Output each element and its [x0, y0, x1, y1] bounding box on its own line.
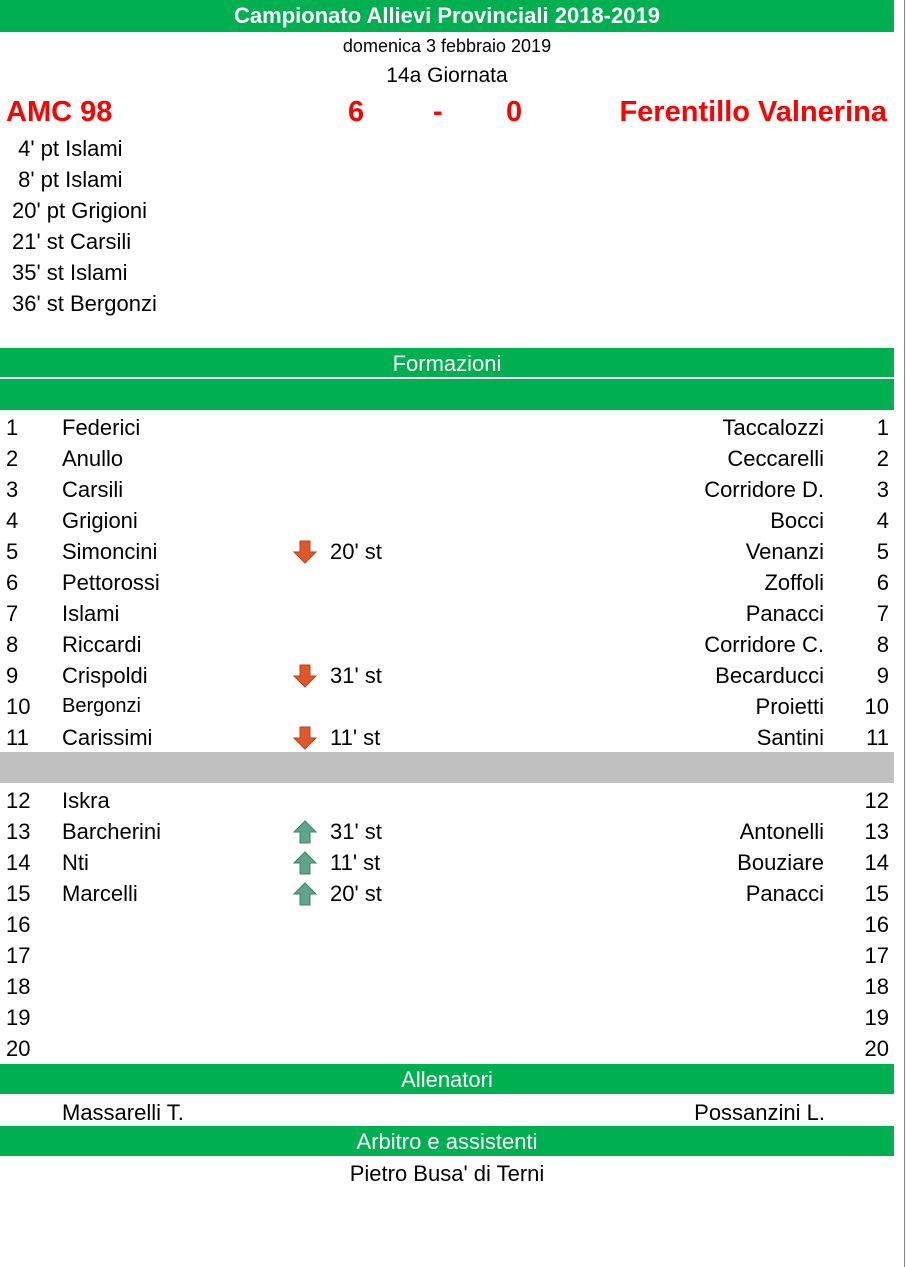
- arrow-down-icon: [292, 664, 318, 688]
- away-shirt-number: 15: [864, 881, 889, 906]
- home-player-name: Federici: [62, 415, 141, 440]
- bench-divider: [0, 752, 894, 783]
- away-shirt-number: 8: [876, 632, 889, 657]
- goal-item: 20' pt Grigioni: [12, 198, 148, 223]
- home-player-name: Anullo: [62, 446, 124, 471]
- bench-row: [0, 816, 894, 847]
- away-shirt-number: 18: [864, 974, 889, 999]
- home-shirt-number: 6: [6, 570, 19, 595]
- away-player-name: Becarducci: [715, 663, 824, 688]
- away-score: 0: [506, 96, 523, 128]
- away-player-name: Venanzi: [745, 539, 824, 564]
- arrow-down-icon: [292, 726, 318, 750]
- home-shirt-number: 5: [6, 539, 19, 564]
- goal-item: 21' st Carsili: [12, 229, 132, 254]
- starter-row: [0, 443, 894, 474]
- away-shirt-number: 6: [876, 570, 889, 595]
- home-shirt-number: 10: [6, 694, 31, 719]
- home-player-name: Marcelli: [62, 881, 138, 906]
- home-shirt-number: 17: [6, 943, 31, 968]
- home-shirt-number: 15: [6, 881, 31, 906]
- home-player-name: Pettorossi: [62, 570, 160, 595]
- away-shirt-number: 19: [864, 1005, 889, 1030]
- page-border: [904, 0, 905, 1267]
- starter-row: [0, 505, 894, 536]
- bench-row: [0, 878, 894, 909]
- starter-row: [0, 660, 894, 691]
- home-player-name: Riccardi: [62, 632, 142, 657]
- substitution-time: 31' st: [330, 663, 382, 688]
- goal-item: 36' st Bergonzi: [12, 291, 157, 316]
- arrow-up-icon: [292, 820, 318, 844]
- home-shirt-number: 14: [6, 850, 31, 875]
- away-player-name: Panacci: [745, 881, 824, 906]
- bench-row: [0, 1033, 894, 1064]
- away-player-name: Proietti: [755, 694, 824, 719]
- championship-title: Campionato Allievi Provinciali 2018-2019: [0, 0, 894, 32]
- home-player-name: Carsili: [62, 477, 124, 502]
- away-shirt-number: 11: [866, 725, 889, 750]
- home-coach: Massarelli T.: [62, 1100, 184, 1125]
- away-player-name: Antonelli: [739, 819, 824, 844]
- starter-row: [0, 691, 894, 722]
- home-player-name: Iskra: [62, 788, 110, 813]
- starter-row: [0, 412, 894, 443]
- away-shirt-number: 20: [864, 1036, 889, 1061]
- home-shirt-number: 16: [6, 912, 31, 937]
- away-player-name: Ceccarelli: [727, 446, 824, 471]
- match-date: domenica 3 febbraio 2019: [342, 36, 552, 56]
- bench-row: [0, 909, 894, 940]
- away-player-name: Corridore C.: [704, 632, 824, 657]
- away-player-name: Bocci: [770, 508, 824, 533]
- away-player-name: Bouziare: [737, 850, 824, 875]
- away-shirt-number: 14: [864, 850, 889, 875]
- substitution-time: 20' st: [330, 539, 382, 564]
- bench-row: [0, 847, 894, 878]
- home-shirt-number: 11: [6, 725, 29, 750]
- lineups-subheader: [0, 379, 894, 410]
- home-team: AMC 98: [6, 96, 113, 128]
- bench-row: [0, 940, 894, 971]
- away-shirt-number: 5: [876, 539, 889, 564]
- home-shirt-number: 3: [6, 477, 19, 502]
- match-round: 14a Giornata: [386, 64, 508, 87]
- referee-name: Pietro Busa' di Terni: [349, 1161, 545, 1186]
- home-shirt-number: 13: [6, 819, 31, 844]
- home-player-name: Grigioni: [62, 508, 138, 533]
- home-player-name: Barcherini: [62, 819, 162, 844]
- home-player-name: Nti: [62, 850, 89, 875]
- bench-row: [0, 971, 894, 1002]
- starter-row: [0, 598, 894, 629]
- away-shirt-number: 3: [876, 477, 889, 502]
- home-shirt-number: 9: [6, 663, 19, 688]
- starter-row: [0, 629, 894, 660]
- bench-row: [0, 1002, 894, 1033]
- substitution-time: 11' st: [330, 725, 381, 750]
- home-shirt-number: 19: [6, 1005, 31, 1030]
- starter-row: [0, 474, 894, 505]
- away-coach: Possanzini L.: [694, 1100, 825, 1125]
- lineups-header: Formazioni: [0, 348, 894, 378]
- starter-row: [0, 567, 894, 598]
- score-separator: -: [433, 96, 443, 128]
- home-player-name: Bergonzi: [62, 695, 141, 717]
- home-player-name: Carissimi: [62, 725, 153, 750]
- home-score: 6: [348, 96, 365, 128]
- away-player-name: Panacci: [745, 601, 824, 626]
- away-team: Ferentillo Valnerina: [619, 96, 887, 128]
- starter-row: [0, 722, 894, 753]
- home-player-name: Islami: [62, 601, 120, 626]
- away-player-name: Zoffoli: [764, 570, 824, 595]
- home-shirt-number: 20: [6, 1036, 31, 1061]
- away-shirt-number: 2: [876, 446, 889, 471]
- away-shirt-number: 13: [864, 819, 889, 844]
- arrow-up-icon: [292, 882, 318, 906]
- away-shirt-number: 4: [876, 508, 889, 533]
- away-player-name: Corridore D.: [704, 477, 824, 502]
- substitution-time: 11' st: [330, 850, 381, 875]
- home-shirt-number: 12: [6, 788, 31, 813]
- home-shirt-number: 18: [6, 974, 31, 999]
- substitution-time: 31' st: [330, 819, 382, 844]
- arrow-up-icon: [292, 851, 318, 875]
- home-shirt-number: 2: [6, 446, 19, 471]
- coaches-header: Allenatori: [0, 1064, 894, 1094]
- away-shirt-number: 1: [876, 415, 889, 440]
- away-shirt-number: 9: [876, 663, 889, 688]
- bench-row: [0, 785, 894, 816]
- arrow-down-icon: [292, 540, 318, 564]
- home-player-name: Crispoldi: [62, 663, 148, 688]
- home-shirt-number: 7: [6, 601, 19, 626]
- away-shirt-number: 12: [864, 788, 889, 813]
- away-shirt-number: 10: [864, 694, 889, 719]
- starter-row: [0, 536, 894, 567]
- home-player-name: Simoncini: [62, 539, 158, 564]
- substitution-time: 20' st: [330, 881, 382, 906]
- away-shirt-number: 17: [864, 943, 889, 968]
- away-player-name: Taccalozzi: [722, 415, 824, 440]
- goal-item: 4' pt Islami: [12, 136, 123, 161]
- home-shirt-number: 8: [6, 632, 19, 657]
- home-shirt-number: 1: [6, 415, 19, 440]
- goal-item: 35' st Islami: [12, 260, 128, 285]
- away-shirt-number: 7: [876, 601, 889, 626]
- home-shirt-number: 4: [6, 508, 19, 533]
- away-shirt-number: 16: [864, 912, 889, 937]
- goal-item: 8' pt Islami: [12, 167, 123, 192]
- away-player-name: Santini: [756, 725, 824, 750]
- officials-header: Arbitro e assistenti: [0, 1126, 894, 1156]
